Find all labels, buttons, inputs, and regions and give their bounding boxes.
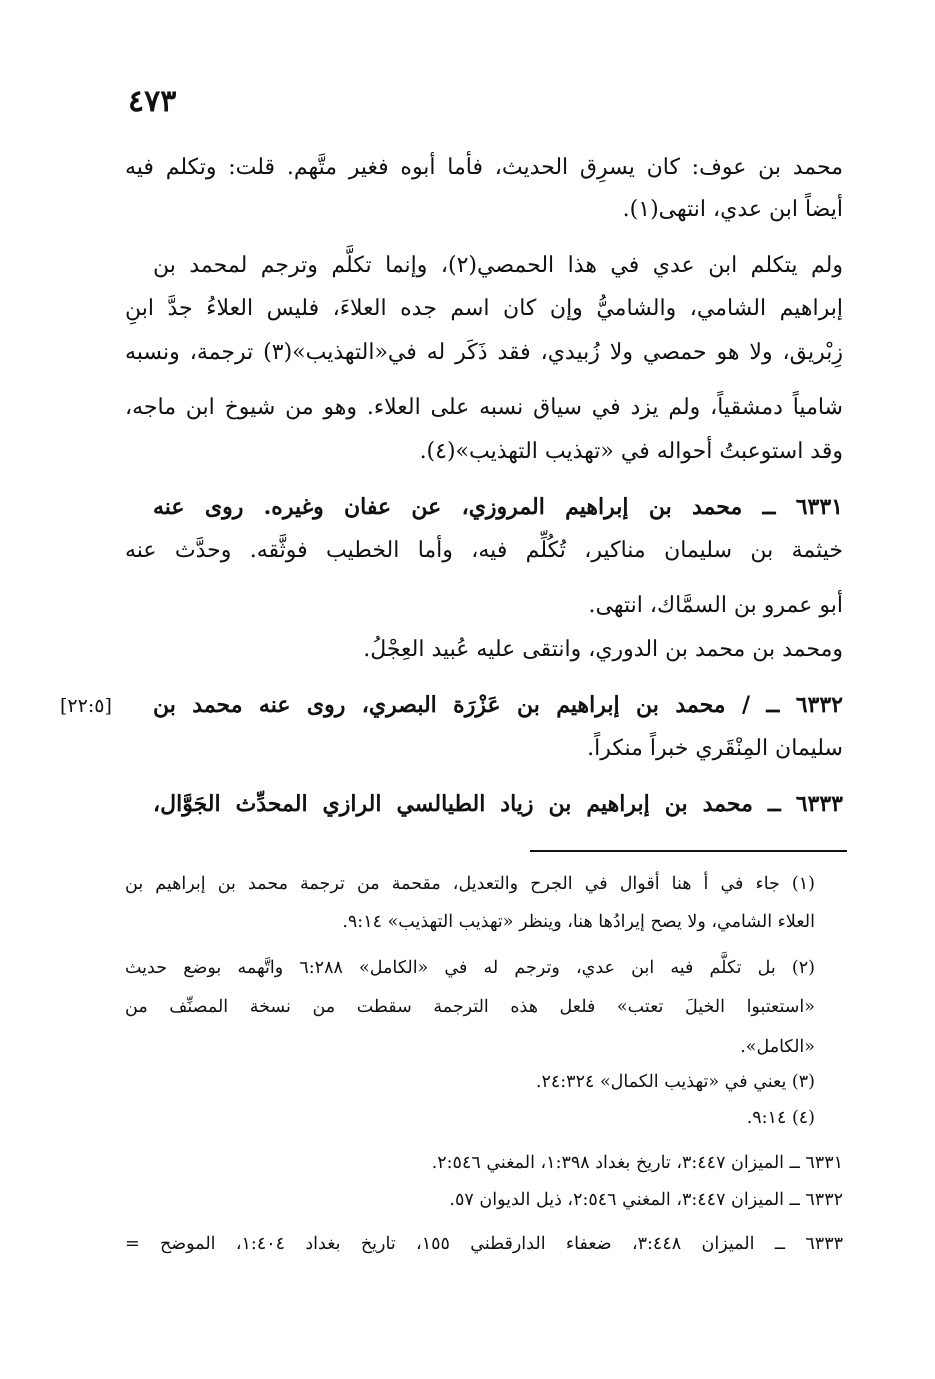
body-line: سليمان المِنْقَري خبراً منكراً.	[587, 736, 843, 761]
body-line: محمد بن عوف: كان يسرِق الحديث، فأما أبوه فغير متَّهم. قلت: وتكلم فيه	[125, 155, 843, 180]
body-line: خيثمة بن سليمان مناكير، تُكُلِّم فيه، وأما الخطيب فوثَّقه. وحدَّث عنه	[125, 538, 843, 563]
entry-6331-line: ٦٣٣١ ــ محمد بن إبراهيم المروزي، عن عفان وغيره. روى عنه	[153, 494, 843, 520]
footnote-line: «الكامل».	[740, 1037, 815, 1057]
footnote-line: «استعتبوا الخيلَ تعتب» فلعل هذه الترجمة سقطت من نسخة المصنِّف من	[125, 997, 815, 1017]
page-number: ٤٧٣	[128, 84, 177, 119]
footnote-line: (٤) ٩:١٤.	[746, 1108, 815, 1128]
footnote-line: العلاء الشامي، ولا يصح إيرادُها هنا، وينظر «تهذيب التهذيب» ٩:١٤.	[342, 912, 815, 932]
source-reference-line: ٦٣٣٢ ــ الميزان ٣:٤٤٧، المغني ٢:٥٤٦، ذيل الديوان ٥٧.	[449, 1190, 843, 1210]
entry-6333-line: ٦٣٣٣ ــ محمد بن إبراهيم بن زياد الطيالسي الرازي المحدِّث الجَوَّال،	[153, 791, 843, 817]
body-line: ومحمد بن محمد بن الدوري، وانتقى عليه عُبيد العِجْلُ.	[363, 637, 843, 662]
footnote-divider	[530, 850, 847, 852]
body-line: أيضاً ابن عدي، انتهى(١).	[622, 197, 843, 222]
body-line: إبراهيم الشامي، والشاميُّ وإن كان اسم جده العلاءَ، فليس العلاءُ جدَّ ابنِ	[125, 296, 843, 321]
body-line: أبو عمرو بن السمَّاك، انتهى.	[588, 593, 843, 618]
source-reference-line: ٦٣٣٣ ــ الميزان ٣:٤٤٨، ضعفاء الدارقطني ١٥٥، تاريخ بغداد ١:٤٠٤، الموضح =	[125, 1234, 844, 1254]
source-reference-line: ٦٣٣١ ــ الميزان ٣:٤٤٧، تاريخ بغداد ١:٣٩٨، المغني ٢:٥٤٦.	[431, 1153, 843, 1173]
body-line: ولم يتكلم ابن عدي في هذا الحمصي(٢)، وإنما تكلَّم وترجم لمحمد بن	[153, 253, 843, 278]
footnote-line: (٣) يعني في «تهذيب الكمال» ٢٤:٣٢٤.	[535, 1072, 815, 1092]
entry-6332-line: ٦٣٣٢ ــ / محمد بن إبراهيم بن عَزْرَة البصري، روى عنه محمد بن	[153, 692, 843, 718]
footnote-line: (١) جاء في أ هنا أقوال في الجرح والتعديل، مقحمة من ترجمة محمد بن إبراهيم بن	[125, 874, 815, 894]
body-line: وقد استوعبتُ أحواله في «تهذيب التهذيب»(٤).	[419, 439, 843, 464]
footnote-line: (٢) بل تكلَّم فيه ابن عدي، وترجم له في «الكامل» ٦:٢٨٨ واتَّهمه بوضع حديث	[125, 958, 815, 978]
margin-reference: [٢٢:٥]	[60, 695, 112, 717]
body-line: شامياً دمشقياً، ولم يزد في سياق نسبه على العلاء. وهو من شيوخ ابن ماجه،	[125, 395, 843, 420]
body-line: زِبْريق، ولا هو حمصي ولا زُبيدي، فقد ذَكَر له في«التهذيب»(٣) ترجمة، ونسبه	[125, 340, 843, 365]
